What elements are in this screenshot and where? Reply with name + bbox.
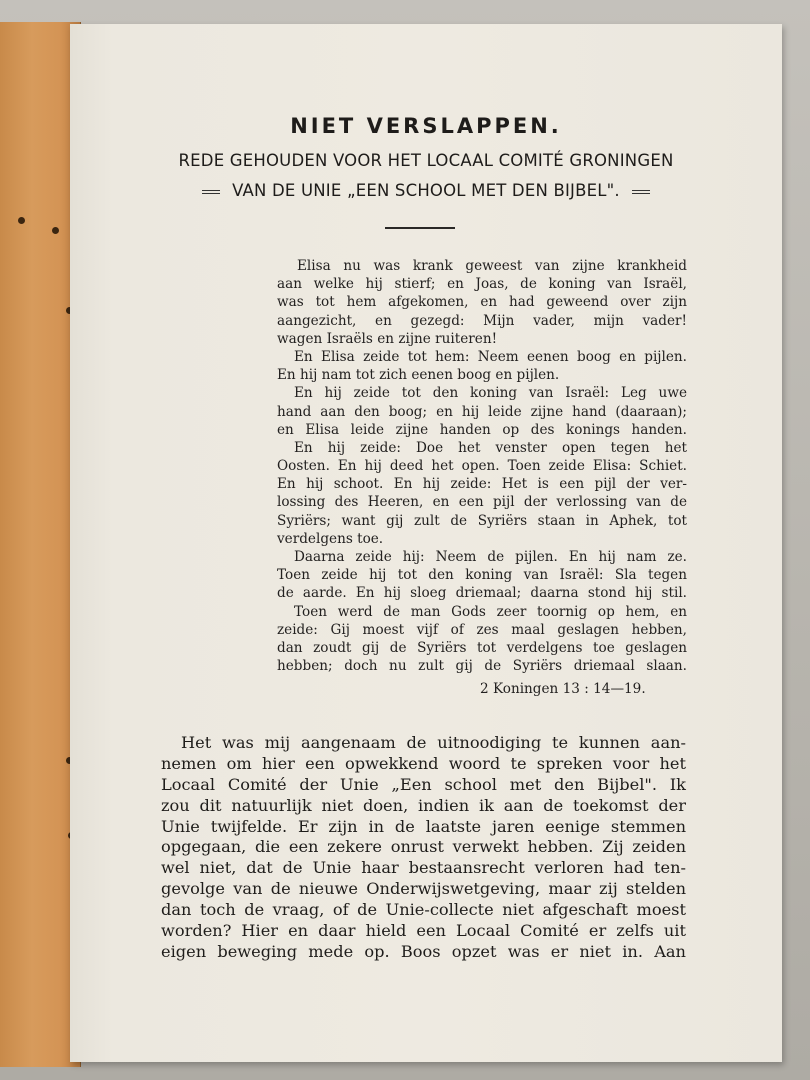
quote-line: lossing des Heeren, en een pijl der verlossing van de [277,494,687,511]
quote-line: En hij zeide tot den koning van Israël: Leg uwe [294,385,687,402]
staple-hole [52,227,59,234]
quote-line: de aarde. En hij sloeg driemaal; daarna stond hij stil. [277,585,687,602]
quote-line: En hij schoot. En hij zeide: Het is een pijl der ver- [277,476,687,493]
quote-line: en Elisa leide zijne handen op des konings handen. [277,421,687,438]
body-line: gevolge van de nieuwe Onderwijswetgeving, maar zij stelden [161,879,686,899]
body-line: wel niet, dat de Unie haar bestaansrecht verloren had ten- [161,858,686,878]
quote-line: En hij zeide: Doe het venster open tegen het [294,439,687,456]
quote-line: aangezicht, en gezegd: Mijn vader, mijn vader! [277,312,687,329]
body-line: opgegaan, die een zekere onrust verwekt hebben. Zij zeiden [161,837,686,857]
scripture-reference: 2 Koningen 13 : 14—19. [480,681,646,697]
body-line: eigen beweging mede op. Boos opzet was er niet in. Aan [161,941,686,961]
quote-line: dan zoudt gij de Syriërs tot verdelgens toe geslagen [277,639,687,656]
quote-line: was tot hem afgekomen, en had geweend over zijn [277,294,687,311]
quote-line: Toen zeide hij tot den koning van Israël: Sla tegen [277,567,687,584]
decorative-dash [632,190,650,194]
decorative-dash [202,190,220,194]
body-line: nemen om hier een opwekkend woord te spreken voor het [161,753,686,773]
body-line: worden? Hier en daar hield een Locaal Comité er zelfs uit [161,921,686,941]
subtitle-line-2-text: VAN DE UNIE „EEN SCHOOL MET DEN BIJBEL". [232,181,620,200]
quote-line: Daarna zeide hij: Neem de pijlen. En hij nam ze. [294,549,687,565]
quote-line: aan welke hij stierf; en Joas, de koning van Israël, [277,276,687,293]
body-line: Locaal Comité der Unie „Een school met den Bijbel". Ik [161,774,686,794]
title-divider [385,227,455,229]
quote-line: Elisa nu was krank geweest van zijne krankheid [297,258,687,274]
quote-line: hebben; doch nu zult gij de Syriërs driemaal slaan. [277,658,687,675]
quote-line: verdelgens toe. [277,530,384,547]
booklet-cover-edge [0,22,81,1067]
page-title: NIET VERSLAPPEN. [290,114,562,138]
quote-line: zeide: Gij moest vijf of zes maal geslagen hebben, [277,621,687,638]
quote-line: Oosten. En hij deed het open. Toen zeide Elisa: Schiet. [277,458,687,475]
quote-line: hand aan den boog; en hij leide zijne hand (daaraan); [277,403,687,420]
subtitle-line-2 [70,181,782,200]
quote-line: En hij nam tot zich eenen boog en pijlen. [277,367,560,384]
body-line: Unie twijfelde. Er zijn in de laatste jaren eenige stemmen [161,816,686,836]
body-text [161,733,686,963]
scripture-quote [277,257,687,675]
body-line: Het was mij aangenaam de uitnoodiging te kunnen aan- [181,733,686,752]
quote-line: Syriërs; want gij zult de Syriërs staan in Aphek, tot [277,512,687,529]
subtitle-line-1: REDE GEHOUDEN VOOR HET LOCAAL COMITÉ GRONINGEN [178,151,674,170]
staple-hole [18,217,25,224]
quote-line: wagen Israëls en zijne ruiteren! [277,330,498,347]
quote-line: Toen werd de man Gods zeer toornig op hem, en [294,603,687,620]
quote-line: En Elisa zeide tot hem: Neem eenen boog en pijlen. [294,348,687,365]
body-line: zou dit natuurlijk niet doen, indien ik aan de toekomst der [161,795,686,815]
body-line: dan toch de vraag, of de Unie-collecte niet afgeschaft moest [161,900,686,920]
